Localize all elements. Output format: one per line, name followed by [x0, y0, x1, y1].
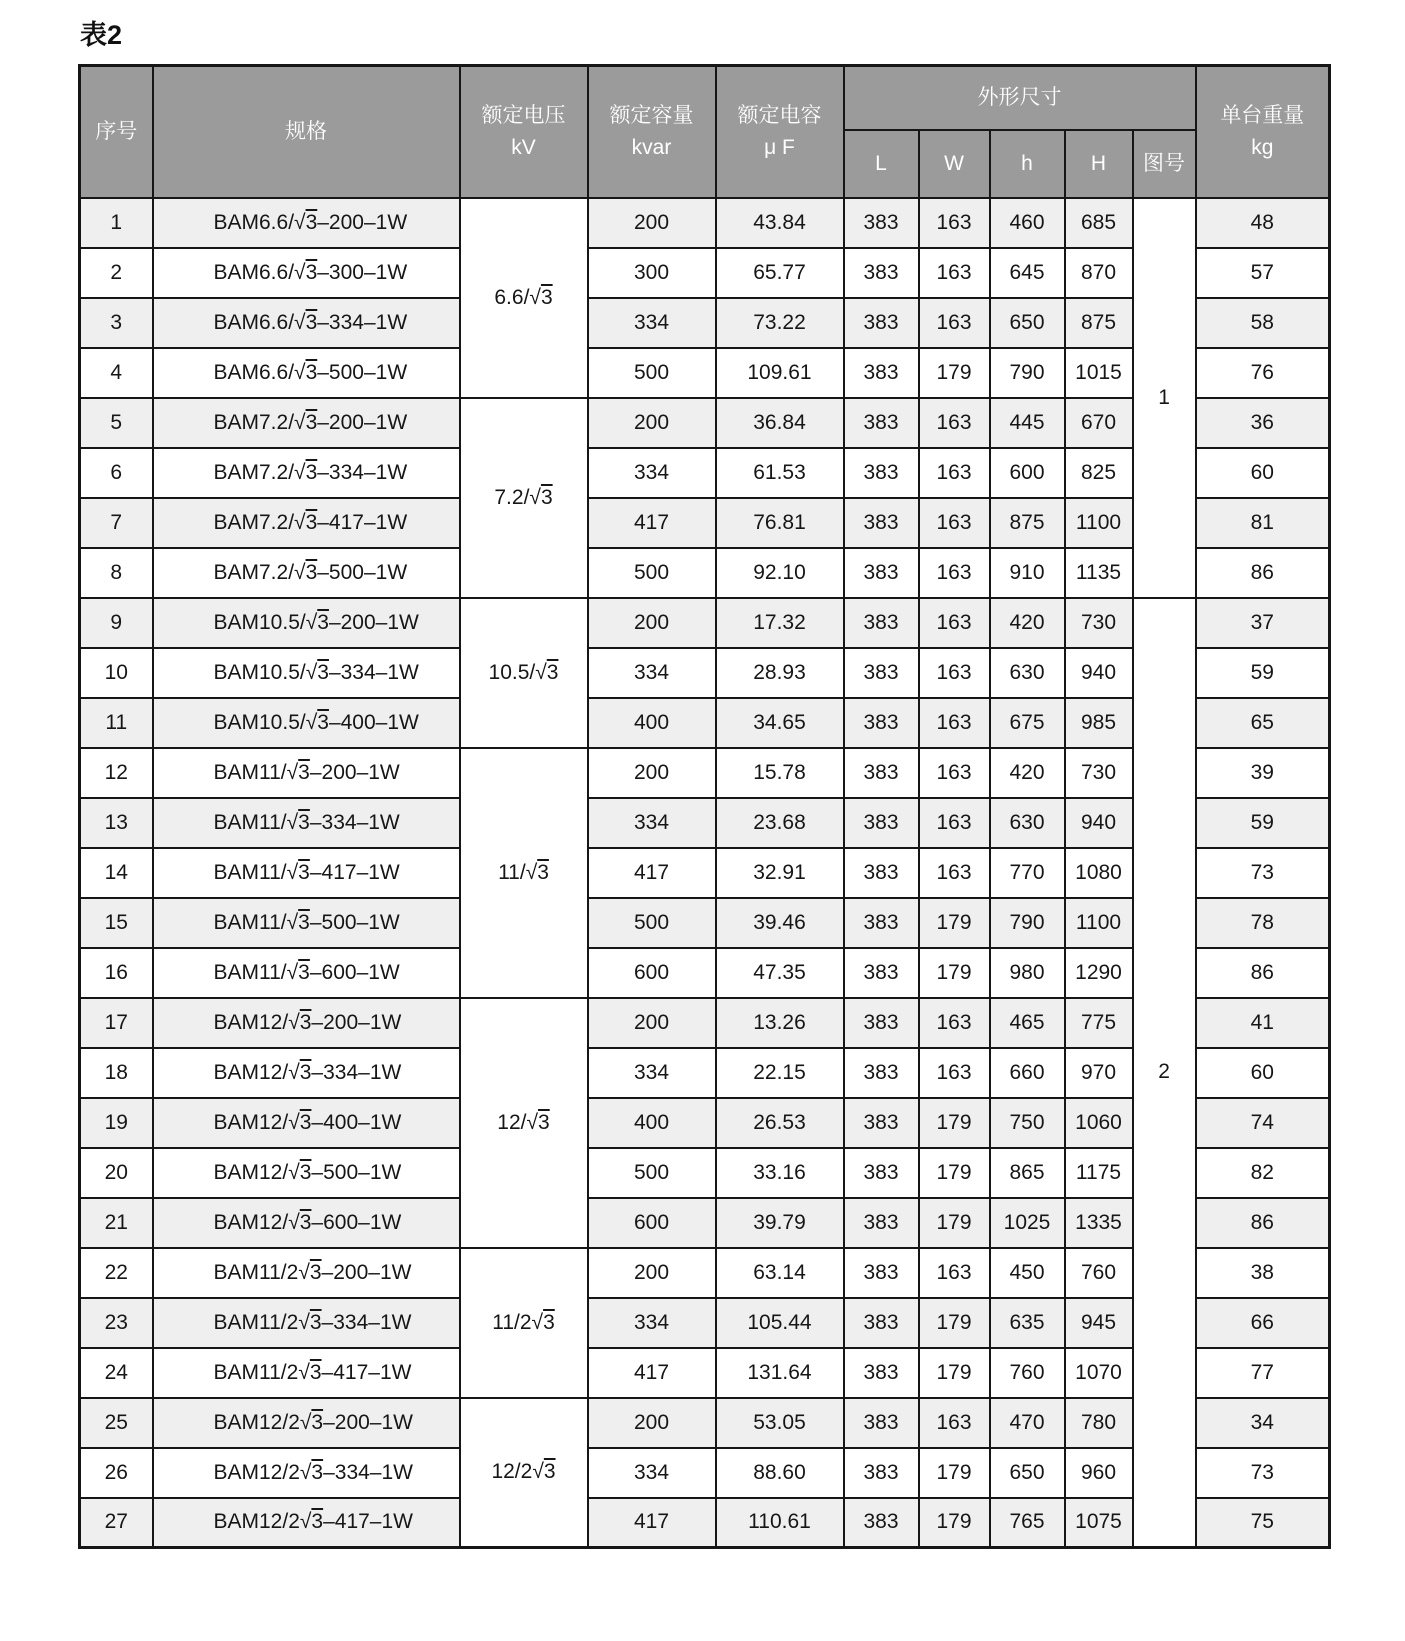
dim-L-cell: 383	[844, 598, 919, 648]
dim-h-lower-cell: 630	[990, 648, 1065, 698]
spec-cell: BAM12/√3–500–1W	[153, 1148, 460, 1198]
row-number-cell: 24	[80, 1348, 153, 1398]
rated-capacity-cell: 400	[588, 1098, 716, 1148]
row-number-cell: 2	[80, 248, 153, 298]
dim-h-lower-cell: 865	[990, 1148, 1065, 1198]
dim-L-cell: 383	[844, 1498, 919, 1548]
dim-H-upper-cell: 1075	[1065, 1498, 1133, 1548]
rated-capacitance-cell: 26.53	[716, 1098, 844, 1148]
dim-L-cell: 383	[844, 548, 919, 598]
row-number-cell: 22	[80, 1248, 153, 1298]
rated-capacitance-cell: 105.44	[716, 1298, 844, 1348]
table-body	[80, 198, 1330, 1548]
dim-h-lower-cell: 750	[990, 1098, 1065, 1148]
weight-cell: 48	[1196, 198, 1330, 248]
figure-group-cell: 2	[1133, 598, 1196, 1548]
dim-h-lower-cell: 650	[990, 1448, 1065, 1498]
header-capacitance-unit: μ F	[764, 135, 795, 159]
dim-L-cell: 383	[844, 1398, 919, 1448]
weight-cell: 41	[1196, 998, 1330, 1048]
spec-cell: BAM7.2/√3–417–1W	[153, 498, 460, 548]
row-number-cell: 7	[80, 498, 153, 548]
dim-L-cell: 383	[844, 498, 919, 548]
weight-cell: 34	[1196, 1398, 1330, 1448]
dim-h-lower-cell: 765	[990, 1498, 1065, 1548]
dim-W-cell: 163	[919, 548, 990, 598]
row-number-cell: 16	[80, 948, 153, 998]
dim-W-cell: 163	[919, 498, 990, 548]
dim-W-cell: 179	[919, 898, 990, 948]
dim-L-cell: 383	[844, 948, 919, 998]
spec-cell: BAM10.5/√3–200–1W	[153, 598, 460, 648]
dim-L-cell: 383	[844, 348, 919, 398]
rated-capacitance-cell: 61.53	[716, 448, 844, 498]
dim-L-cell: 383	[844, 298, 919, 348]
header-weight-unit: kg	[1251, 135, 1274, 159]
dim-H-upper-cell: 1175	[1065, 1148, 1133, 1198]
dim-h-lower-cell: 875	[990, 498, 1065, 548]
dim-W-cell: 163	[919, 298, 990, 348]
weight-cell: 74	[1196, 1098, 1330, 1148]
dim-L-cell: 383	[844, 1348, 919, 1398]
rated-capacitance-cell: 47.35	[716, 948, 844, 998]
figure-group-cell: 1	[1133, 198, 1196, 598]
dim-L-cell: 383	[844, 798, 919, 848]
rated-capacity-cell: 200	[588, 398, 716, 448]
rated-capacity-cell: 300	[588, 248, 716, 298]
rated-capacity-cell: 500	[588, 548, 716, 598]
rated-capacity-cell: 334	[588, 798, 716, 848]
rated-capacitance-cell: 28.93	[716, 648, 844, 698]
rated-capacitance-cell: 17.32	[716, 598, 844, 648]
rated-capacity-cell: 334	[588, 1048, 716, 1098]
spec-cell: BAM11/√3–417–1W	[153, 848, 460, 898]
dim-h-lower-cell: 790	[990, 898, 1065, 948]
rated-capacity-cell: 400	[588, 698, 716, 748]
dim-L-cell: 383	[844, 1198, 919, 1248]
header-dim-W: W	[919, 130, 990, 198]
dim-L-cell: 383	[844, 1048, 919, 1098]
weight-cell: 36	[1196, 398, 1330, 448]
dim-H-upper-cell: 960	[1065, 1448, 1133, 1498]
spec-cell: BAM11/√3–200–1W	[153, 748, 460, 798]
spec-table	[78, 64, 1331, 1549]
weight-cell: 81	[1196, 498, 1330, 548]
dim-H-upper-cell: 1290	[1065, 948, 1133, 998]
rated-capacity-cell: 334	[588, 298, 716, 348]
dim-H-upper-cell: 670	[1065, 398, 1133, 448]
rated-capacity-cell: 200	[588, 748, 716, 798]
dim-H-upper-cell: 1015	[1065, 348, 1133, 398]
header-capacity-label: 额定容量	[609, 104, 694, 128]
rated-capacitance-cell: 33.16	[716, 1148, 844, 1198]
dim-H-upper-cell: 875	[1065, 298, 1133, 348]
spec-cell: BAM12/2√3–200–1W	[153, 1398, 460, 1448]
spec-cell: BAM12/2√3–417–1W	[153, 1498, 460, 1548]
rated-capacity-cell: 600	[588, 1198, 716, 1248]
weight-cell: 60	[1196, 448, 1330, 498]
row-number-cell: 12	[80, 748, 153, 798]
header-dim-h-lower: h	[990, 130, 1065, 198]
dim-H-upper-cell: 730	[1065, 598, 1133, 648]
weight-cell: 86	[1196, 1198, 1330, 1248]
dim-H-upper-cell: 940	[1065, 648, 1133, 698]
header-dim-L: L	[844, 130, 919, 198]
rated-capacitance-cell: 63.14	[716, 1248, 844, 1298]
voltage-group-cell: 11/√3	[460, 748, 588, 998]
rated-capacitance-cell: 36.84	[716, 398, 844, 448]
rated-capacity-cell: 200	[588, 1398, 716, 1448]
dim-h-lower-cell: 760	[990, 1348, 1065, 1398]
rated-capacitance-cell: 131.64	[716, 1348, 844, 1398]
spec-cell: BAM10.5/√3–400–1W	[153, 698, 460, 748]
rated-capacity-cell: 500	[588, 1148, 716, 1198]
weight-cell: 57	[1196, 248, 1330, 298]
table-row	[80, 198, 1330, 248]
rated-capacity-cell: 417	[588, 1348, 716, 1398]
rated-capacitance-cell: 65.77	[716, 248, 844, 298]
spec-cell: BAM7.2/√3–200–1W	[153, 398, 460, 448]
voltage-group-cell: 12/2√3	[460, 1398, 588, 1548]
dim-W-cell: 163	[919, 598, 990, 648]
weight-cell: 58	[1196, 298, 1330, 348]
dim-h-lower-cell: 790	[990, 348, 1065, 398]
weight-cell: 76	[1196, 348, 1330, 398]
row-number-cell: 23	[80, 1298, 153, 1348]
rated-capacitance-cell: 109.61	[716, 348, 844, 398]
dim-W-cell: 179	[919, 1298, 990, 1348]
rated-capacity-cell: 500	[588, 898, 716, 948]
dim-L-cell: 383	[844, 998, 919, 1048]
rated-capacity-cell: 334	[588, 648, 716, 698]
weight-cell: 38	[1196, 1248, 1330, 1298]
dim-H-upper-cell: 985	[1065, 698, 1133, 748]
row-number-cell: 10	[80, 648, 153, 698]
dim-W-cell: 163	[919, 448, 990, 498]
dim-L-cell: 383	[844, 398, 919, 448]
spec-cell: BAM11/2√3–200–1W	[153, 1248, 460, 1298]
rated-capacitance-cell: 73.22	[716, 298, 844, 348]
voltage-group-cell: 12/√3	[460, 998, 588, 1248]
dim-L-cell: 383	[844, 1298, 919, 1348]
dim-L-cell: 383	[844, 898, 919, 948]
row-number-cell: 27	[80, 1498, 153, 1548]
row-number-cell: 15	[80, 898, 153, 948]
dim-W-cell: 179	[919, 1098, 990, 1148]
dim-W-cell: 179	[919, 1148, 990, 1198]
rated-capacitance-cell: 39.79	[716, 1198, 844, 1248]
dim-h-lower-cell: 645	[990, 248, 1065, 298]
row-number-cell: 3	[80, 298, 153, 348]
dim-h-lower-cell: 470	[990, 1398, 1065, 1448]
row-number-cell: 13	[80, 798, 153, 848]
header-dim-H-upper: H	[1065, 130, 1133, 198]
spec-cell: BAM6.6/√3–334–1W	[153, 298, 460, 348]
dim-H-upper-cell: 1060	[1065, 1098, 1133, 1148]
dim-h-lower-cell: 635	[990, 1298, 1065, 1348]
dim-W-cell: 163	[919, 1048, 990, 1098]
weight-cell: 65	[1196, 698, 1330, 748]
dim-H-upper-cell: 870	[1065, 248, 1133, 298]
dim-h-lower-cell: 420	[990, 598, 1065, 648]
rated-capacitance-cell: 15.78	[716, 748, 844, 798]
dim-H-upper-cell: 1100	[1065, 898, 1133, 948]
dim-W-cell: 163	[919, 848, 990, 898]
spec-cell: BAM11/√3–334–1W	[153, 798, 460, 848]
dim-h-lower-cell: 460	[990, 198, 1065, 248]
dim-H-upper-cell: 825	[1065, 448, 1133, 498]
header-dimensions: 外形尺寸	[844, 66, 1196, 130]
dim-L-cell: 383	[844, 1248, 919, 1298]
dim-W-cell: 179	[919, 948, 990, 998]
row-number-cell: 19	[80, 1098, 153, 1148]
dim-h-lower-cell: 980	[990, 948, 1065, 998]
dim-W-cell: 163	[919, 748, 990, 798]
table-row	[80, 598, 1330, 648]
weight-cell: 78	[1196, 898, 1330, 948]
spec-cell: BAM7.2/√3–334–1W	[153, 448, 460, 498]
header-no: 序号	[80, 66, 153, 198]
rated-capacity-cell: 200	[588, 998, 716, 1048]
dim-H-upper-cell: 775	[1065, 998, 1133, 1048]
rated-capacity-cell: 200	[588, 1248, 716, 1298]
dim-L-cell: 383	[844, 448, 919, 498]
voltage-group-cell: 10.5/√3	[460, 598, 588, 748]
dim-H-upper-cell: 940	[1065, 798, 1133, 848]
row-number-cell: 20	[80, 1148, 153, 1198]
weight-cell: 86	[1196, 948, 1330, 998]
spec-cell: BAM11/√3–600–1W	[153, 948, 460, 998]
weight-cell: 82	[1196, 1148, 1330, 1198]
dim-h-lower-cell: 600	[990, 448, 1065, 498]
rated-capacitance-cell: 23.68	[716, 798, 844, 848]
dim-W-cell: 163	[919, 1398, 990, 1448]
weight-cell: 39	[1196, 748, 1330, 798]
dim-h-lower-cell: 445	[990, 398, 1065, 448]
dim-W-cell: 179	[919, 1348, 990, 1398]
row-number-cell: 26	[80, 1448, 153, 1498]
dim-H-upper-cell: 1070	[1065, 1348, 1133, 1398]
rated-capacitance-cell: 32.91	[716, 848, 844, 898]
voltage-group-cell: 6.6/√3	[460, 198, 588, 398]
dim-h-lower-cell: 660	[990, 1048, 1065, 1098]
voltage-group-cell: 11/2√3	[460, 1248, 588, 1398]
dim-H-upper-cell: 760	[1065, 1248, 1133, 1298]
rated-capacitance-cell: 53.05	[716, 1398, 844, 1448]
dim-L-cell: 383	[844, 698, 919, 748]
rated-capacitance-cell: 110.61	[716, 1498, 844, 1548]
row-number-cell: 8	[80, 548, 153, 598]
dim-H-upper-cell: 970	[1065, 1048, 1133, 1098]
rated-capacitance-cell: 34.65	[716, 698, 844, 748]
dim-W-cell: 179	[919, 1198, 990, 1248]
dim-h-lower-cell: 1025	[990, 1198, 1065, 1248]
dim-L-cell: 383	[844, 198, 919, 248]
dim-h-lower-cell: 465	[990, 998, 1065, 1048]
dim-h-lower-cell: 420	[990, 748, 1065, 798]
weight-cell: 59	[1196, 648, 1330, 698]
dim-h-lower-cell: 770	[990, 848, 1065, 898]
dim-L-cell: 383	[844, 1148, 919, 1198]
row-number-cell: 6	[80, 448, 153, 498]
row-number-cell: 1	[80, 198, 153, 248]
header-capacity	[588, 66, 716, 198]
header-row-top	[80, 66, 1330, 130]
dim-W-cell: 163	[919, 798, 990, 848]
dim-h-lower-cell: 650	[990, 298, 1065, 348]
spec-cell: BAM6.6/√3–200–1W	[153, 198, 460, 248]
dim-W-cell: 179	[919, 348, 990, 398]
dim-L-cell: 383	[844, 748, 919, 798]
voltage-group-cell: 7.2/√3	[460, 398, 588, 598]
dim-L-cell: 383	[844, 1098, 919, 1148]
dim-H-upper-cell: 730	[1065, 748, 1133, 798]
weight-cell: 77	[1196, 1348, 1330, 1398]
table-header	[80, 66, 1330, 198]
spec-cell: BAM6.6/√3–300–1W	[153, 248, 460, 298]
weight-cell: 60	[1196, 1048, 1330, 1098]
dim-H-upper-cell: 1100	[1065, 498, 1133, 548]
rated-capacitance-cell: 92.10	[716, 548, 844, 598]
header-voltage	[460, 66, 588, 198]
dim-h-lower-cell: 675	[990, 698, 1065, 748]
rated-capacity-cell: 417	[588, 498, 716, 548]
weight-cell: 73	[1196, 1448, 1330, 1498]
row-number-cell: 5	[80, 398, 153, 448]
dim-W-cell: 179	[919, 1498, 990, 1548]
rated-capacitance-cell: 43.84	[716, 198, 844, 248]
dim-W-cell: 179	[919, 1448, 990, 1498]
rated-capacity-cell: 600	[588, 948, 716, 998]
rated-capacitance-cell: 22.15	[716, 1048, 844, 1098]
dim-W-cell: 163	[919, 698, 990, 748]
spec-cell: BAM6.6/√3–500–1W	[153, 348, 460, 398]
header-figure: 图号	[1133, 130, 1196, 198]
weight-cell: 75	[1196, 1498, 1330, 1548]
dim-W-cell: 163	[919, 1248, 990, 1298]
row-number-cell: 25	[80, 1398, 153, 1448]
dim-W-cell: 163	[919, 248, 990, 298]
spec-cell: BAM12/√3–400–1W	[153, 1098, 460, 1148]
dim-H-upper-cell: 945	[1065, 1298, 1133, 1348]
dim-H-upper-cell: 780	[1065, 1398, 1133, 1448]
dim-L-cell: 383	[844, 1448, 919, 1498]
row-number-cell: 11	[80, 698, 153, 748]
dim-H-upper-cell: 1080	[1065, 848, 1133, 898]
spec-cell: BAM12/√3–600–1W	[153, 1198, 460, 1248]
dim-W-cell: 163	[919, 198, 990, 248]
row-number-cell: 4	[80, 348, 153, 398]
row-number-cell: 14	[80, 848, 153, 898]
header-weight-label: 单台重量	[1220, 104, 1305, 128]
spec-cell: BAM11/2√3–417–1W	[153, 1348, 460, 1398]
row-number-cell: 9	[80, 598, 153, 648]
header-capacitance	[716, 66, 844, 198]
dim-W-cell: 163	[919, 998, 990, 1048]
spec-cell: BAM10.5/√3–334–1W	[153, 648, 460, 698]
spec-cell: BAM11/2√3–334–1W	[153, 1298, 460, 1348]
header-voltage-label: 额定电压	[481, 104, 566, 128]
weight-cell: 66	[1196, 1298, 1330, 1348]
header-voltage-unit: kV	[511, 135, 536, 159]
rated-capacitance-cell: 76.81	[716, 498, 844, 548]
spec-cell: BAM12/√3–334–1W	[153, 1048, 460, 1098]
rated-capacity-cell: 334	[588, 1298, 716, 1348]
rated-capacity-cell: 500	[588, 348, 716, 398]
spec-cell: BAM11/√3–500–1W	[153, 898, 460, 948]
spec-cell: BAM12/2√3–334–1W	[153, 1448, 460, 1498]
rated-capacity-cell: 200	[588, 198, 716, 248]
weight-cell: 73	[1196, 848, 1330, 898]
dim-h-lower-cell: 450	[990, 1248, 1065, 1298]
page-title: 表2	[80, 20, 123, 50]
row-number-cell: 21	[80, 1198, 153, 1248]
header-spec: 规格	[153, 66, 460, 198]
header-weight	[1196, 66, 1330, 198]
rated-capacitance-cell: 13.26	[716, 998, 844, 1048]
dim-L-cell: 383	[844, 648, 919, 698]
row-number-cell: 17	[80, 998, 153, 1048]
dim-H-upper-cell: 685	[1065, 198, 1133, 248]
dim-h-lower-cell: 910	[990, 548, 1065, 598]
spec-cell: BAM12/√3–200–1W	[153, 998, 460, 1048]
spec-cell: BAM7.2/√3–500–1W	[153, 548, 460, 598]
dim-W-cell: 163	[919, 398, 990, 448]
header-capacity-unit: kvar	[631, 135, 672, 159]
rated-capacity-cell: 200	[588, 598, 716, 648]
weight-cell: 37	[1196, 598, 1330, 648]
weight-cell: 86	[1196, 548, 1330, 598]
rated-capacity-cell: 417	[588, 1498, 716, 1548]
dim-H-upper-cell: 1135	[1065, 548, 1133, 598]
row-number-cell: 18	[80, 1048, 153, 1098]
rated-capacity-cell: 334	[588, 448, 716, 498]
weight-cell: 59	[1196, 798, 1330, 848]
header-capacitance-label: 额定电容	[737, 104, 822, 128]
rated-capacity-cell: 334	[588, 1448, 716, 1498]
dim-L-cell: 383	[844, 848, 919, 898]
rated-capacitance-cell: 39.46	[716, 898, 844, 948]
dim-H-upper-cell: 1335	[1065, 1198, 1133, 1248]
dim-L-cell: 383	[844, 248, 919, 298]
rated-capacity-cell: 417	[588, 848, 716, 898]
dim-h-lower-cell: 630	[990, 798, 1065, 848]
rated-capacitance-cell: 88.60	[716, 1448, 844, 1498]
dim-W-cell: 163	[919, 648, 990, 698]
